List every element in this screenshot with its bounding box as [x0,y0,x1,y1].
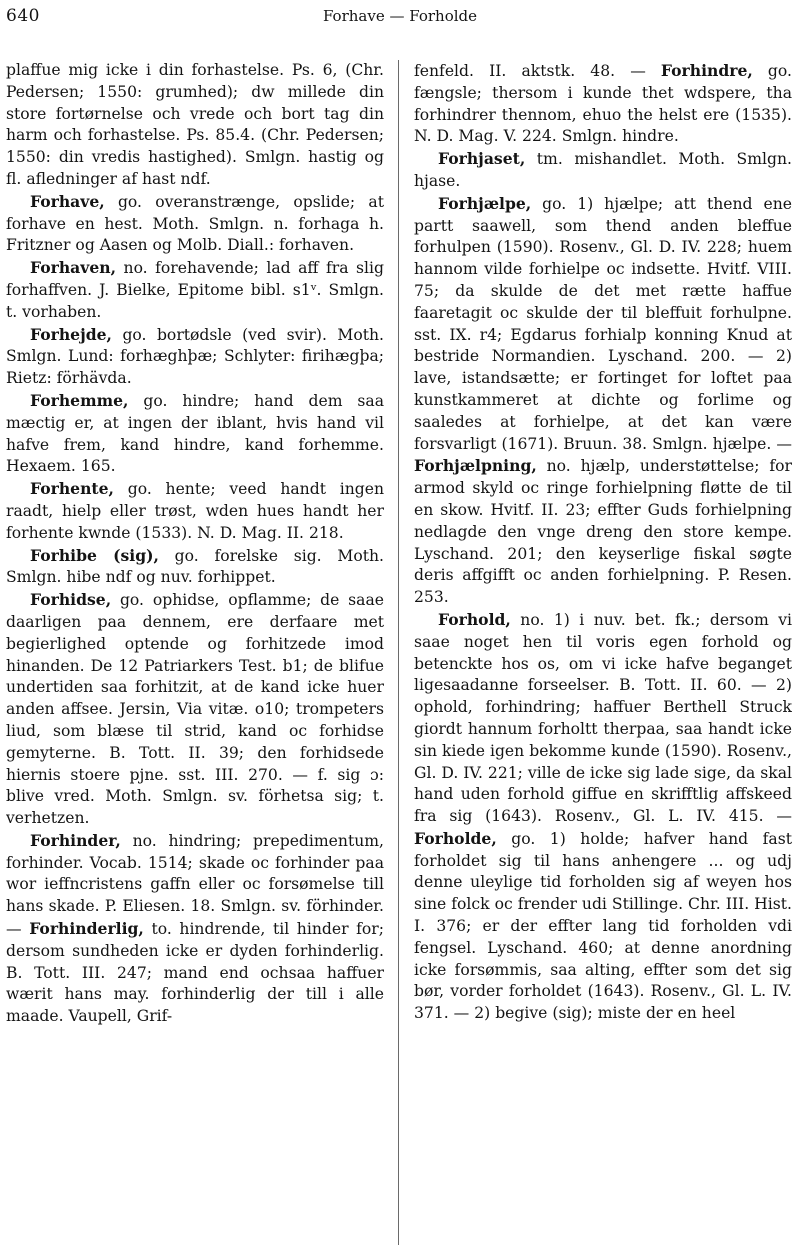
headword: Forhjaset, [438,149,526,169]
entry-text: go. ophidse, opflamme; de saae daarligen paa dennem, ere derfaare met begierlighed optende og forhitzede imod hinanden. De 12 Patriarkers Test. b1; de blifue undertiden saa forhitzit, at de kand icke huer anden affsee. Jersin, Via vitæ. o10; trompeters liud, som blæse til strid, kand oc forhidse gemyterne. B. Tott. II. 39; den forhidsede hiernis stoere pjne. sst. III. 270. — f. sig ɔ: blive vred. Moth. Smlgn. sv. förhetsa sig; t. verhetzen. [6,591,384,828]
headword: Forhave, [30,191,105,211]
entry-text: go. forelske sig. Moth. Smlgn. hibe ndf og nuv. forhippet. [6,546,384,587]
entry-text: no. forehavende; lad aff fra slig forhaffven. J. Bielke, Epitome bibl. s1ᵛ. Smlgn. t. vorhaben. [6,259,384,321]
headword: Forhente, [30,479,114,499]
dictionary-entry [6,830,384,1028]
entry-text: tm. mishandlet. Moth. Smlgn. hjase. [414,150,792,190]
headword: Forhemme, [30,390,129,410]
entry-text: no. hindring; prepedimentum, forhinder. Vocab. 1514; skade oc forhinder paa wor ieffncristens gaffn eller oc forsømelse till hans skade. P. Eliesen. 18. Smlgn. sv. förhinder. — Forhinderlig, to. hindrende, til hinder for; dersom sundheden icke er dyden forhinderlig. B. Tott. III. 247; mand end ochsaa haffuer wærit hans may. forhinderlig der till i alle maade. Vaupell, Grif- [6,831,384,1026]
dictionary-entry [414,193,792,609]
entry-text: go. overanstrænge, opslide; at forhave en hest. Moth. Smlgn. n. forhaga h. Fritzner og Aasen og Molb. Diall.: forhaven. [6,192,384,255]
entry-text: go. bortødsle (ved svir). Moth. Smlgn. Lund: forhæghþæ; Schlyter: firihægþa; Rietz: förhävda. [6,325,384,388]
entry-text: go. hindre; hand dem saa mæctig er, at ingen der iblant, hvis hand vil hafve frem, kand hindre, kand forhemme. Hexaem. 165. [6,391,384,476]
headword: Forhaven, [30,258,117,278]
headword: Forhold, [438,609,511,629]
dictionary-entry [6,191,384,257]
entry-text: no. 1) i nuv. bet. fk.; dersom vi saae noget hen til voris egen forhold og betenckte hos os, om vi icke hafve beganget ligesaadanne forseelser. B. Tott. II. 60. — 2) ophold, forhindring; haffuer Berthell Struck giordt hannum forholtt therpaa, saa handt icke sin kiede igen bekomme kunde (1590). Rosenv., Gl. D. IV. 221; ville de icke sig lade sige, da skal hand uden forhold giffue en skrifftlig affskeed fra sig (1643). Rosenv., Gl. L. IV. 415. — Forholde, go. 1) holde; hafver hand fast forholdet sig til hans anhengere ... og udj denne uleylige tid forholden sig af weyen hos sine folck oc frender udi Stillinge. Chr. III. Hist. I. 376; er der effter lang tid forholden vdi fengsel. Lyschand. 460; at denne anordning icke forsømmis, saa alting, effter som det sig bør, vorder forholdet (1643). Rosenv., Gl. L. IV. 371. — 2) begive (sig); miste der en heel [414,610,792,1023]
left-column [6,60,384,1250]
headword: Forhinder, [30,830,121,850]
dictionary-entry [6,257,384,323]
headword: Forhjælpe, [438,193,532,213]
dictionary-entry [6,545,384,590]
running-head: Forhave — Forholde [322,7,478,25]
entry-text: plaffue mig icke i din forhastelse. Ps. 6, (Chr. Pedersen; 1550: grumhed); dw millede din store fortørnelse och vrede och bort tag din harm och forhastelse. Ps. 85.4. (Chr. Pedersen; 1550: din vredis hastighed). Smlgn. hastig og fl. afledninger af hast ndf. [6,61,384,188]
dictionary-entry [6,390,384,478]
dictionary-entry [6,589,384,830]
dictionary-entry [6,324,384,390]
page-number: 640 [6,6,40,26]
continued-entry [414,60,792,148]
entry-text: go. 1) hjælpe; att thend ene partt saawell, som thend anden bleffue forhulpen (1590). Rosenv., Gl. D. IV. 228; huem hannom vilde forhielpe oc indsette. Hvitf. VIII. 75; da skulde de det met rætte haffue faaretagit oc skulde der til bleffuit forhulpne. sst. IX. r4; Egdarus forhialp konning Knud at bestride Normandien. Lyschand. 200. — 2) lave, istandsætte; er fortinget for loftet paa kunstkammeret at dichte og forlime og saaledes at forhielpe, at det kan være forsvarligt (1671). Bruun. 38. Smlgn. hjælpe. — Forhjælpning, no. hjælp, understøttelse; for armod skyld oc ringe forhielpning fløtte de til en skow. Hvitf. II. 23; effter Guds forhielpning nedlagde den vnge dreng den store kempe. Lyschand. 201; den keyserlige fiskal søgte deris affgifft oc anden forhielpning. P. Resen. 253. [414,194,792,607]
dictionary-entry [414,148,792,193]
right-column [414,60,792,1250]
headword: Forhibe (sig), [30,545,159,565]
column-rule [398,60,399,1245]
entry-text: fenfeld. II. aktstk. 48. — Forhindre, go. fængsle; thersom i kunde thet wdspere, tha forhindrer thennom, ehuo the helst ere (1535). N. D. Mag. V. 224. Smlgn. hindre. [414,61,792,146]
headword: Forhejde, [30,324,112,344]
page-header [0,0,800,56]
continued-entry [6,60,384,191]
dictionary-entry [414,609,792,1025]
headword: Forhidse, [30,590,112,610]
entry-text: go. hente; veed handt ingen raadt, hielp eller trøst, wden hues handt her forhente kwnde (1533). N. D. Mag. II. 218. [6,480,384,542]
dictionary-entry [6,478,384,544]
